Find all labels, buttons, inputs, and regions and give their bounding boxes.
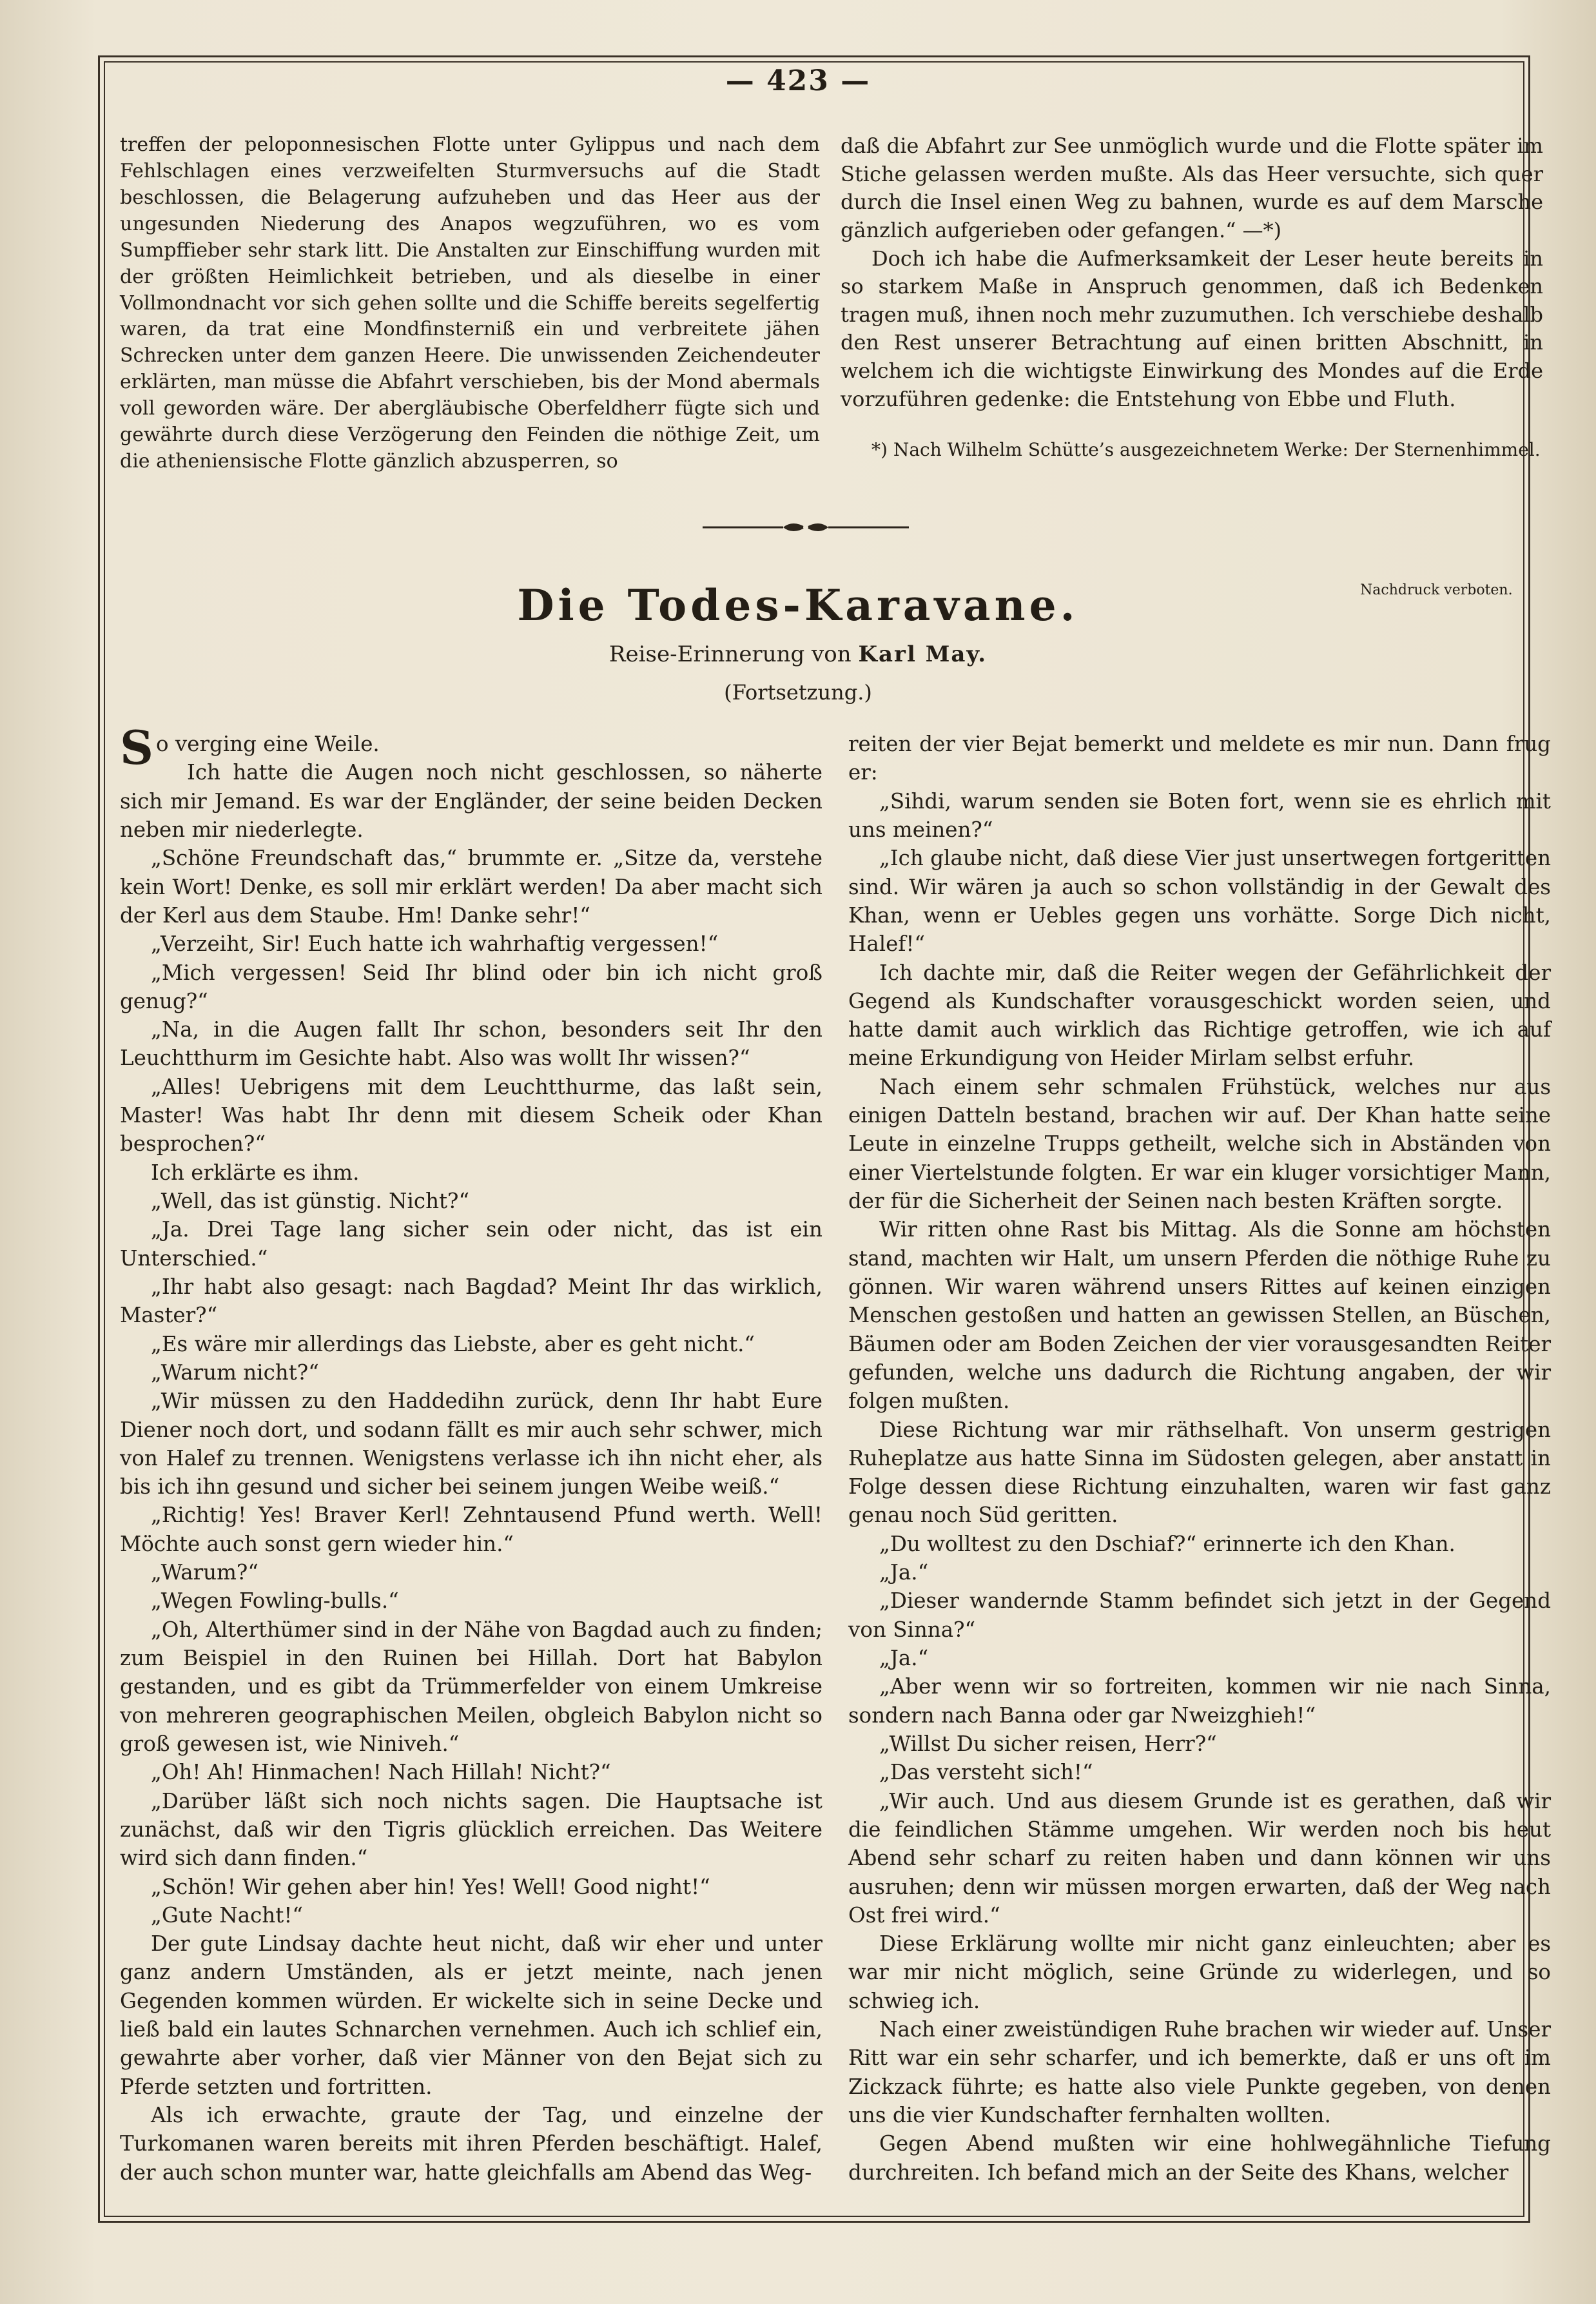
paragraph: „Richtig! Yes! Braver Kerl! Zehntausend Pfund werth. Well! Möchte auch sonst gern wieder hin.“ — [120, 1503, 822, 1556]
paragraph: „Das versteht sich!“ — [879, 1760, 1093, 1785]
top-article-right-column — [841, 132, 1543, 464]
paragraph: daß die Abfahrt zur See unmöglich wurde und die Flotte später im Stiche gelassen werden mußte. Als das Heer versuchte, sich quer durch die Insel einen Weg zu bahnen, wurde es auf dem Marsche gänzlich aufgerieben oder gefangen.“ —*) — [841, 133, 1543, 242]
paragraph: „Ja. Drei Tage lang sicher sein oder nicht, das ist ein Unterschied.“ — [120, 1217, 822, 1271]
paragraph: „Es wäre mir allerdings das Liebste, aber es geht nicht.“ — [151, 1331, 755, 1356]
paragraph: „Verzeiht, Sir! Euch hatte ich wahrhaftig vergessen!“ — [151, 932, 719, 957]
paragraph: Doch ich habe die Aufmerksamkeit der Leser heute bereits in so starkem Maße in Anspruch genommen, daß ich Bedenken tragen muß, ihnen noch mehr zuzumuthen. Ich verschiebe deshalb den Rest unserer Betrachtung auf einen britten Abschnitt, in welchem ich die wichtigste Einwirkung des Mondes auf die Erde vorzuführen gedenke: die Entstehung von Ebbe und Fluth. — [841, 246, 1543, 411]
author-name: Karl May. — [858, 641, 988, 667]
paragraph: Diese Erklärung wollte mir nicht ganz einleuchten; aber es war mir nicht möglich, seine Gründe zu widerlegen, und so schwieg ich. — [848, 1931, 1551, 2013]
divider-ornament — [703, 520, 909, 535]
paragraph: „Ja.“ — [879, 1560, 929, 1585]
story-left-column — [120, 720, 822, 2187]
footnote: *) Nach Wilhelm Schütte’s ausgezeichnetem Werke: Der Sternenhimmel. — [871, 439, 1541, 461]
paragraph: „Wir auch. Und aus diesem Grunde ist es gerathen, daß wir die feindlichen Stämme umgehen. Wir werden noch bis heut Abend sehr scharf zu reiten haben und dann können wir uns ausruhen; denn wir müssen morgen erwarten, daß der Weg nach Ost frei wird.“ — [848, 1788, 1551, 1928]
paragraph: „Dieser wandernde Stamm befindet sich jetzt in der Gegend von Sinna?“ — [848, 1588, 1551, 1642]
drop-cap: S — [120, 720, 153, 775]
reprint-notice: Nachdruck verboten. — [1360, 582, 1513, 598]
paragraph: „Warum?“ — [151, 1560, 258, 1585]
paragraph: „Oh, Alterthümer sind in der Nähe von Bagdad auch zu finden; zum Beispiel in den Ruinen bei Hillah. Dort hat Babylon gestanden, und es gibt da Trümmerfelder von einem Umkreise von mehreren geographischen Meilen, obgleich Babylon nicht so groß gewesen ist, wie Niniveh.“ — [120, 1617, 822, 1756]
story-right-column — [848, 730, 1551, 2187]
paragraph: Der gute Lindsay dachte heut nicht, daß wir eher und unter ganz andern Umständen, als er jetzt meinte, nach jenen Gegenden kommen würden. Er wickelte sich in seine Decke und ließ bald ein lautes Schnarchen vernehmen. Auch ich schlief ein, gewahrte aber vorher, daß vier Männer von den Bejat sich zu Pferde setzten und fortritten. — [120, 1931, 822, 2099]
paragraph: „Aber wenn wir so fortreiten, kommen wir nie nach Sinna, sondern nach Banna oder gar Nweizghieh!“ — [848, 1674, 1551, 1728]
page-number: — 423 — — [725, 64, 871, 97]
paragraph: „Ja.“ — [879, 1646, 929, 1670]
paragraph: „Ihr habt also gesagt: nach Bagdad? Meint Ihr das wirklich, Master?“ — [120, 1274, 822, 1328]
continuation-label: (Fortsetzung.) — [724, 680, 872, 705]
paragraph: „Ich glaube nicht, daß diese Vier just unsertwegen fortgeritten sind. Wir wären ja auch so schon vollständig in der Gewalt des Khan, wenn er Uebles gegen uns vorhätte. Sorge Dich nicht, Halef!“ — [848, 846, 1551, 957]
paragraph — [120, 720, 822, 775]
paragraph: reiten der vier Bejat bemerkt und meldete es mir nun. Dann frug er: — [848, 732, 1551, 785]
paragraph: Als ich erwachte, graute der Tag, und einzelne der Turkomanen waren bereits mit ihren Pferden beschäftigt. Halef, der auch schon munter war, hatte gleichfalls am Abend das Weg- — [120, 2103, 822, 2185]
story-title: Die Todes-Karavane. — [517, 580, 1079, 630]
paragraph: „Oh! Ah! Hinmachen! Nach Hillah! Nicht?“ — [151, 1760, 611, 1785]
paragraph: „Alles! Uebrigens mit dem Leuchtthurme, das laßt sein, Master! Was habt Ihr denn mit diesem Scheik oder Khan besprochen?“ — [120, 1074, 822, 1157]
paragraph: „Schön! Wir gehen aber hin! Yes! Well! Good night!“ — [151, 1874, 710, 1899]
story-subtitle — [0, 641, 1596, 667]
paragraph-text: o verging eine Weile. — [156, 732, 380, 756]
paragraph: „Darüber läßt sich noch nichts sagen. Die Hauptsache ist zunächst, daß wir den Tigris glücklich erreichen. Das Weitere wird sich dann finden.“ — [120, 1788, 822, 1871]
paragraph: treffen der peloponnesischen Flotte unter Gylippus und nach dem Fehlschlagen eines verzweifelten Sturmversuchs auf die Stadt beschlossen, die Belagerung aufzuheben und das Heer aus der ungesunden Niederung des Anapos wegzuführen, wo es vom Sumpffieber sehr stark litt. Die Anstalten zur Einschiffung wurden mit der größten Heimlichkeit betrieben, und als dieselbe in einer Vollmondnacht vor sich gehen sollte und die Schiffe bereits segelfertig waren, da trat eine Mondfinsterniß ein und verbreitete jähen Schrecken unter dem ganzen Heere. Die unwissenden Zeichendeuter erklärten, man müsse die Abfahrt verschieben, bis der Mond abermals voll geworden wäre. Der abergläubische Oberfeldherr fügte sich und gewährte durch diese Verzögerung den Feinden die nöthige Zeit, um die atheniensische Flotte gänzlich abzusperren, so — [120, 133, 820, 473]
paragraph: „Du wolltest zu den Dschiaf?“ erinnerte ich den Khan. — [879, 1531, 1455, 1556]
paragraph: Gegen Abend mußten wir eine hohlwegähnliche Tiefung durchreiten. Ich befand mich an der Seite des Khans, welcher — [848, 2131, 1551, 2185]
paragraph: „Willst Du sicher reisen, Herr?“ — [879, 1731, 1217, 1756]
paragraph: Ich hatte die Augen noch nicht geschlossen, so näherte sich mir Jemand. Es war der Engländer, der seine beiden Decken neben mir niederlegte. — [120, 760, 822, 842]
paragraph: Diese Richtung war mir räthselhaft. Von unserm gestrigen Ruheplatze aus hatte Sinna im Südosten gelegen, aber anstatt in Folge dessen diese Richtung einzuhalten, waren wir fast ganz genau noch Süd geritten. — [848, 1417, 1551, 1528]
paragraph: Wir ritten ohne Rast bis Mittag. Als die Sonne am höchsten stand, machten wir Halt, um unsern Pferden die nöthige Ruhe zu gönnen. Wir waren während unsers Rittes auf keinen einzigen Menschen gestoßen und hatten an gewissen Stellen, an Büschen, Bäumen oder am Boden Zeichen der vier vorausgesandten Reiter gefunden, welche uns dadurch die Richtung angaben, der wir folgen mußten. — [848, 1217, 1551, 1414]
paragraph: „Wir müssen zu den Haddedihn zurück, denn Ihr habt Eure Diener noch dort, und sodann fällt es mir auch sehr schwer, mich von Halef zu trennen. Wenigstens verlasse ich ihn nicht eher, als bis ich ihn gesund und sicher bei seinem jungen Weibe weiß.“ — [120, 1389, 822, 1499]
paragraph: Ich dachte mir, daß die Reiter wegen der Gefährlichkeit der Gegend als Kundschafter vorausgeschickt worden seien, und hatte damit auch wirklich das Richtige getroffen, wie ich auf meine Erkundigung von Heider Mirlam selbst erfuhr. — [848, 960, 1551, 1071]
paragraph: „Mich vergessen! Seid Ihr blind oder bin ich nicht groß genug?“ — [120, 960, 822, 1013]
subtitle-prefix: Reise-Erinnerung von — [608, 641, 852, 667]
paragraph: „Wegen Fowling-bulls.“ — [151, 1588, 399, 1614]
paragraph: Ich erklärte es ihm. — [151, 1160, 360, 1185]
top-article-left-column — [120, 132, 820, 475]
paragraph: Nach einem sehr schmalen Frühstück, welches nur aus einigen Datteln bestand, brachen wir auf. Der Khan hatte seine Leute in einzelne Trupps getheilt, welche sich in Abständen von einer Viertelstunde folgten. Er war ein kluger vorsichtiger Mann, der für die Sicherheit der Seinen nach besten Kräften sorgte. — [848, 1074, 1551, 1213]
paragraph: „Schöne Freundschaft das,“ brummte er. „Sitze da, verstehe kein Wort! Denke, es soll mir erklärt werden! Da aber macht sich der Kerl aus dem Staube. Hm! Danke sehr!“ — [120, 846, 822, 928]
paragraph: „Sihdi, warum senden sie Boten fort, wenn sie es ehrlich mit uns meinen?“ — [848, 788, 1551, 842]
paragraph: Nach einer zweistündigen Ruhe brachen wir wieder auf. Unser Ritt war ein sehr scharfer, und ich bemerkte, daß er uns oft im Zickzack führte; es hatte also viele Punkte gegeben, von denen uns die vier Kundschafter fernhalten wollten. — [848, 2017, 1551, 2127]
paragraph: „Na, in die Augen fallt Ihr schon, besonders seit Ihr den Leuchtthurm im Gesichte habt. Also was wollt Ihr wissen?“ — [120, 1017, 822, 1071]
paragraph: „Warum nicht?“ — [151, 1360, 319, 1385]
paragraph: „Well, das ist günstig. Nicht?“ — [151, 1189, 470, 1213]
paragraph: „Gute Nacht!“ — [151, 1902, 304, 1928]
